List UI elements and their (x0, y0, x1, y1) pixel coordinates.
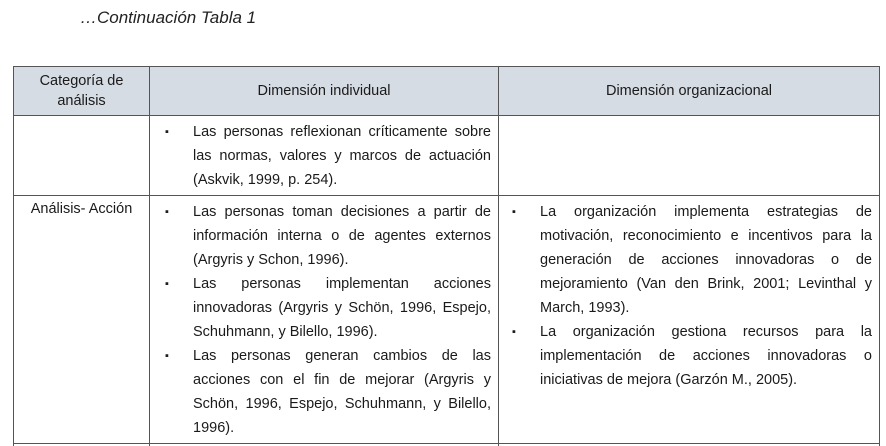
individual-cell (150, 116, 499, 196)
header-individual: Dimensión individual (150, 67, 499, 116)
list-item-text: Las personas reflexionan críticamente sobre las normas, valores y marcos de actuación (Askvik, 1999, p. 254). (193, 124, 491, 188)
list-item (151, 200, 491, 272)
individual-cell (150, 196, 499, 444)
organizational-list (500, 197, 878, 394)
list-item-text: Las personas toman decisiones a partir de información interna o de agentes externos (Argyris y Schon, 1996). (193, 204, 491, 268)
list-item-text: La organización implementa estrategias de motivación, reconocimiento e incentivos para la generación de acciones innovadoras o de mejoramiento (Van den Brink, 2001; Levinthal y March, 1993). (540, 204, 872, 316)
list-item (151, 120, 491, 192)
list-item-text: Las personas generan cambios de las acciones con el fin de mejorar (Argyris y Schön, 1996, Espejo, Schuhmann, y Bilello, 1996). (193, 348, 491, 436)
table-row (14, 116, 880, 196)
bullet-icon: ▪ (512, 206, 516, 218)
bullet-icon: ▪ (165, 278, 169, 290)
list-item (500, 200, 872, 320)
list-item (500, 320, 872, 392)
organizational-cell (499, 116, 880, 196)
continuation-table (13, 66, 880, 446)
individual-list (151, 117, 497, 194)
table-header-row (14, 67, 880, 116)
table-caption: …Continuación Tabla 1 (80, 8, 257, 27)
category-cell (14, 116, 150, 196)
bullet-icon: ▪ (165, 126, 169, 138)
table-row (14, 196, 880, 444)
header-organizational: Dimensión organizacional (499, 67, 880, 116)
list-item-text: Las personas implementan acciones innovadoras (Argyris y Schön, 1996, Espejo, Schuhmann, y Bilello, 1996). (193, 276, 491, 340)
list-item-text: La organización gestiona recursos para la implementación de acciones innovadoras o iniciativas de mejora (Garzón M., 2005). (540, 324, 872, 388)
category-cell: Análisis- Acción (14, 196, 150, 444)
list-item (151, 344, 491, 440)
header-category: Categoría de análisis (14, 67, 150, 116)
list-item (151, 272, 491, 344)
organizational-cell (499, 196, 880, 444)
bullet-icon: ▪ (512, 326, 516, 338)
bullet-icon: ▪ (165, 206, 169, 218)
individual-list (151, 197, 497, 442)
bullet-icon: ▪ (165, 350, 169, 362)
